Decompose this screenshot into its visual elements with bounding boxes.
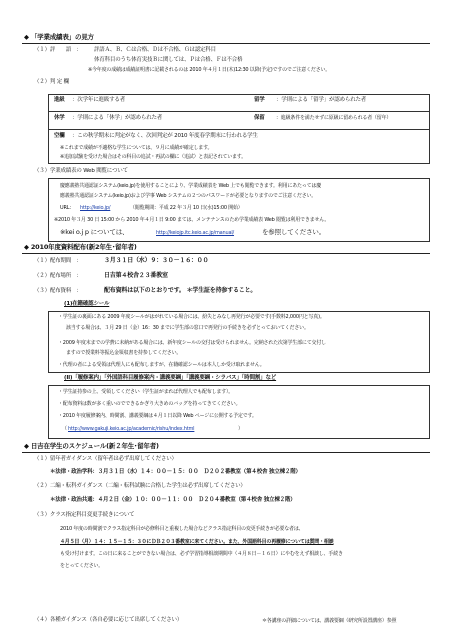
status-term: 空欄 bbox=[54, 133, 65, 139]
date-value: ３月３１日（水）９：３０－１６：００ bbox=[104, 257, 209, 264]
eval-text: 評語Ａ、Ｂ、Ｃは合格、Ｄは不合格、Ｇは認定科目 bbox=[94, 47, 216, 53]
status-note: ※これまで成績が不適格な学生については、９月に成績が確定します。 bbox=[60, 145, 213, 151]
keio-jp-link[interactable]: http://keio.jp/ bbox=[80, 205, 111, 211]
eval-note: ※今年度の成績は成績証明書に記載されるのは 2010 年４月１日(木)12:30 以降(予定)ですのでご注意ください。 bbox=[88, 67, 331, 73]
status-term: 休学 bbox=[54, 115, 65, 121]
items-label: （３）配布資料 ： bbox=[34, 288, 82, 294]
status-desc: ：学則による「留学」が認められた者 bbox=[276, 97, 367, 103]
status-desc: ：進級条件を満たせずに原級に留められる者（留年） bbox=[276, 115, 392, 121]
keiojp-note-post: を参照してください。 bbox=[262, 228, 326, 236]
section-title-grade-report: ◆ 「学業成績表」の見方 bbox=[24, 33, 94, 41]
g4-note: ＊各講座の詳細については、講義要綱（研究所設置講座）参照 bbox=[262, 618, 397, 624]
status-desc: ：この秋学期末に判定がなく、次回判定が 2010 年度春学期末に行われる学生 bbox=[72, 133, 258, 139]
g1-law: ＊法律・政治学科：３月３１日（水）１４：００－１５：００ Ｄ２０２番教室（第４校舎 独立棟２階） bbox=[50, 469, 301, 475]
status-desc: ：次学年に進級する者 bbox=[72, 97, 126, 103]
sub2-paragraph: ・学生証持参の上、受領してください（学生証がまれば代理人でも配布します）。 bbox=[58, 389, 234, 395]
g3-paragraph: 2010 年度の時間割でクラス指定科目が必修科目と重複した場合などクラス指定科目の変更手続きが必要な者は、 bbox=[60, 526, 304, 532]
g3-paragraph: をとってください。 bbox=[60, 563, 104, 569]
sub1-paragraph: 該当する場合は、３月 29 日（金）16：30 までに学生部の窓口で再発行の手続きを必ずとっておいてください。 bbox=[66, 325, 309, 331]
url-label: URL： bbox=[60, 205, 75, 211]
place-value: 日吉第４校舎２３番教室 bbox=[104, 272, 168, 279]
sub1-title: (1)在籍確認シール bbox=[64, 301, 110, 307]
gakuji-rishu-link[interactable]: http://www.gakuji.keio.ac.jp/academic/rishu/index.html bbox=[68, 426, 195, 432]
status-term: 進級 bbox=[54, 97, 65, 103]
sub1-paragraph: ・代理の者による受領は代理人にも配布しますが、在籍確認シールは本人しか受け取れません。 bbox=[58, 362, 265, 368]
sub1-paragraph: ますので授業料等振込金領収書を持参してください。 bbox=[66, 350, 182, 356]
status-desc: ：学則による「休学」が認められた者 bbox=[72, 115, 163, 121]
status-note: ※追加試験を受けた場合はその科目の追試・再試の欄に（追試）と表記されています。 bbox=[60, 154, 246, 160]
maintenance-note: ※2010 年３月 30 日 15:00 から 2010 年４月１日 9:00 まては、メンテナンスのため学業成績表 Web 閲覧は利用できません。 bbox=[54, 217, 330, 223]
status-term: 留学 bbox=[254, 97, 265, 103]
section-divider bbox=[22, 452, 430, 453]
sub1-paragraph: ・2009 年度末までの学費に未納がある場合には、新年度シールの交付は受けられません。完納された次第学生部にて交付し bbox=[58, 340, 326, 346]
sub2-url-open: （ bbox=[62, 426, 67, 432]
sub2-paragraph: ・配布資料は数が多く重いのでできるかぎり大きめのバッグを持ってきてください。 bbox=[58, 401, 241, 407]
date-label: （１）配布期間 ： bbox=[34, 258, 82, 264]
items-value: 配布資料は以下のとおりです。 ＊学生証を持参すること。 bbox=[104, 287, 257, 294]
keiojp-manual-link[interactable]: http://keiojp.itc.keio.ac.jp/manual/ bbox=[156, 230, 235, 236]
sub2-title: (II)「履修案内」「外国語科目履修案内・講義要綱」「講義要綱・シラバス」「時間割」など bbox=[64, 375, 277, 381]
section-divider bbox=[22, 43, 430, 44]
sub1-paragraph: ・学生証の裏面にある 2009 年度シールがはがれている場合には、紛失とみなし再発行が必要です(手数料2,000円と写真)。 bbox=[58, 314, 325, 320]
web-label: （３）学業成績表の Web 閲覧について bbox=[34, 168, 128, 174]
view-period: （閲覧期間：平成 22 年３月 10 日(水)15:00 開始） bbox=[130, 205, 243, 211]
g3-paragraph: ４月５日（月）１４：１５－１５：３０にＤＢ２０３番教室に来てください。また、外国語科目の再履修については質問・相談 bbox=[60, 539, 334, 545]
g3-paragraph: も受け付けます。この日に来ることができない場合は、必ず学習指導相談期間中（４月８日－１６日）にやむをえず相談し、手続き bbox=[60, 551, 343, 557]
web-paragraph: 應義塾共通認証システム(keio.jp)および学事 Web システムの２つのパスワードが必要となりますのでご注意ください。 bbox=[60, 193, 317, 199]
eval-label: （１）評 語 ： bbox=[34, 47, 82, 53]
status-term: 保留 bbox=[254, 115, 265, 121]
sub2-url-close: ） bbox=[238, 426, 243, 432]
status-label: （２）判 定 欄 bbox=[34, 79, 69, 85]
section-divider bbox=[22, 253, 430, 254]
section-title-distribution: ◆ 2010年度資料配布(新2年生･留年者) bbox=[24, 243, 137, 251]
sub2-paragraph: ・2010 年度履修案内、時間割、講義要綱は４月１日以降 Web ページに公開する予定です。 bbox=[58, 413, 257, 419]
g2-label: （２）二編・転科ガイダンス（二編・転科試験に合格した学生は必ず出席してください） bbox=[34, 483, 246, 489]
g1-label: （１）留年者ガイダンス（留年者は必ず出席してください） bbox=[34, 456, 177, 462]
place-label: （２）配布場所 ： bbox=[34, 273, 82, 279]
eval-line2: 体育科目のうち体育実技Ｂに関しては、Ｐは合格、Ｆは不合格 bbox=[94, 57, 243, 63]
g2-law: ＊法律・政治共通：４月２日（金）１０：００－１１：００ Ｄ２０４番教室（第４校舎 独立棟２階） bbox=[50, 497, 296, 503]
section-title-schedule: ◆ 日吉在学生のスケジュール(新２年生･留年者) bbox=[24, 442, 159, 450]
g4-label: （４）各種ガイダンス（各自必要に応じて出席してください） bbox=[34, 617, 183, 623]
g3-label: （３）クラス指定科目変更手続きについて bbox=[34, 512, 135, 518]
web-paragraph: 慶應義塾共通認証システム(keio.jp)を使用することにより、学業成績表を Web 上でも閲覧できます。利用にあたっては慶 bbox=[60, 183, 321, 189]
keiojp-note-pre: ※kei o.j p については、 bbox=[60, 228, 129, 236]
